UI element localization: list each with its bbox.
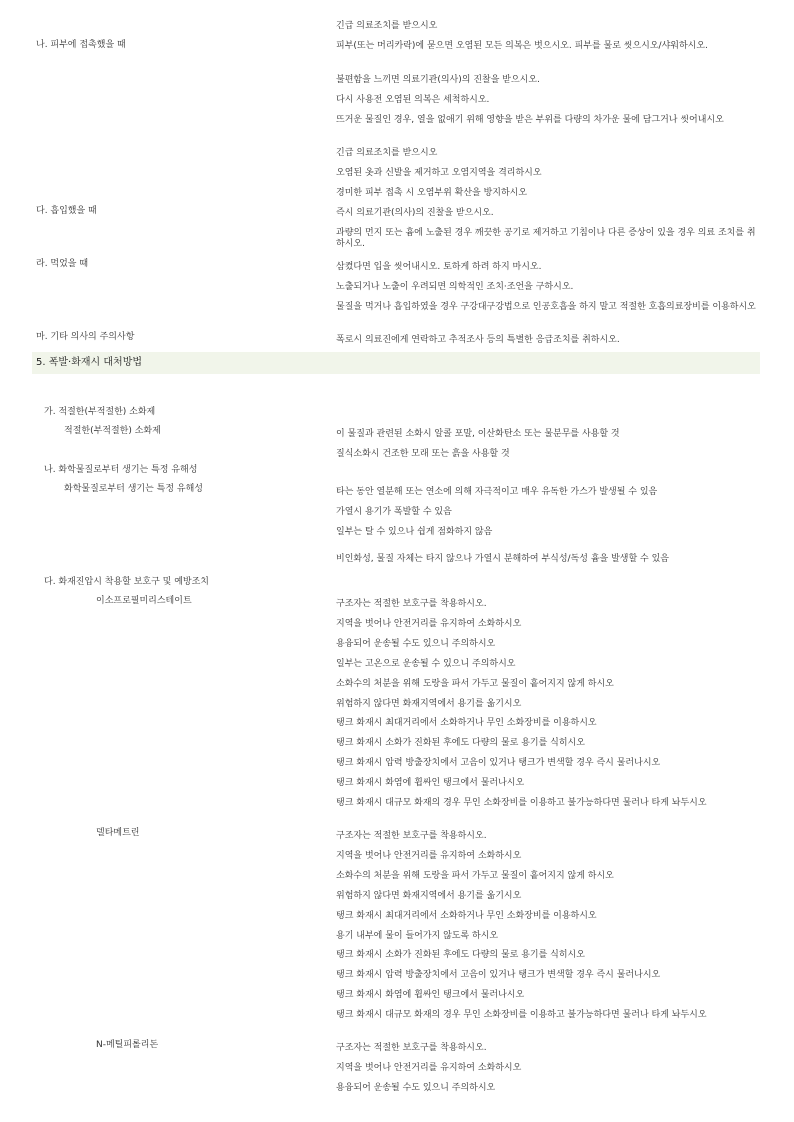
precaution-item: 탱크 화재시 소화가 진화된 후에도 다량의 물로 용기를 식히시오 <box>336 738 585 748</box>
precaution-item: 용기 내부에 물이 들어가지 않도록 하시오 <box>336 931 499 941</box>
first-aid-text: 피부(또는 머리카락)에 묻으면 오염된 모든 의복은 벗으시오. 피부를 물로 씻으시오/샤워하시오. <box>336 41 708 51</box>
first-aid-label-ingestion: 라. 먹었을 때 <box>36 259 89 269</box>
precaution-item: 탱크 화재시 화염에 휩싸인 탱크에서 물러나시오 <box>336 990 525 1000</box>
section-title: 5. 폭발·화재시 대처방법 <box>36 357 143 368</box>
first-aid-text: 폭로시 의료진에게 연락하고 추적조사 등의 특별한 응급조치를 취하시오. <box>336 335 620 345</box>
precaution-item: 구조자는 적절한 보호구를 착용하시오. <box>336 599 487 609</box>
first-aid-text: 오염된 옷과 신발을 제거하고 오염지역을 격리하시오 <box>336 168 542 178</box>
hazard-item: 타는 동안 열분해 또는 연소에 의해 자극적이고 매우 유독한 가스가 발생될 수 있음 <box>336 487 658 497</box>
precaution-item: 소화수의 처분을 위해 도랑을 파서 가두고 물질이 흩어지지 않게 하시오 <box>336 871 614 881</box>
precaution-item: 용융되어 운송될 수도 있으니 주의하시오 <box>336 1083 496 1093</box>
first-aid-label-physician: 마. 기타 의사의 주의사항 <box>36 332 135 342</box>
precaution-item: 탱크 화재시 대규모 화재의 경우 무인 소화장비를 이용하고 불가능하다면 물러나 타게 놔두시오 <box>336 798 707 808</box>
precaution-item: 탱크 화재시 화염에 휩싸인 탱크에서 물러나시오 <box>336 778 525 788</box>
subsection-heading: 가. 적절한(부적절한) 소화제 <box>44 407 156 417</box>
first-aid-text: 뜨거운 물질인 경우, 열을 없애기 위해 영향을 받은 부위를 다량의 차가운 물에 담그거나 씻어내시오 <box>336 115 724 125</box>
subsection-sublabel: 화학물질로부터 생기는 특정 유해성 <box>64 484 203 494</box>
precaution-item: 지역을 벗어나 안전거리를 유지하여 소화하시오 <box>336 1063 522 1073</box>
hazard-item: 가열시 용기가 폭발할 수 있음 <box>336 507 452 517</box>
first-aid-text: 즉시 의료기관(의사)의 진찰을 받으시오. <box>336 208 494 218</box>
precaution-item: 탱크 화재시 소화가 진화된 후에도 다량의 물로 용기를 식히시오 <box>336 950 585 960</box>
hazard-item: 일부는 탈 수 있으나 쉽게 점화하지 않음 <box>336 527 493 537</box>
precaution-item: 탱크 화재시 최대거리에서 소화하거나 무인 소화장비를 이용하시오 <box>336 911 597 921</box>
extinguisher-item: 이 물질과 관련된 소화시 알콜 포말, 이산화탄소 또는 물분무를 사용할 것 <box>336 429 620 439</box>
section-header <box>32 352 760 374</box>
precaution-item: 지역을 벗어나 안전거리를 유지하여 소화하시오 <box>336 851 522 861</box>
first-aid-label-skin: 나. 피부에 접촉했을 때 <box>36 40 126 50</box>
precaution-item: 소화수의 처분을 위해 도랑을 파서 가두고 물질이 흩어지지 않게 하시오 <box>336 679 614 689</box>
first-aid-text: 다시 사용전 오염된 의복은 세척하시오. <box>336 95 490 105</box>
precaution-item: 지역을 벗어나 안전거리를 유지하여 소화하시오 <box>336 619 522 629</box>
substance-name: 이소프로필미리스테이트 <box>96 596 192 606</box>
precaution-item: 탱크 화재시 최대거리에서 소화하거나 무인 소화장비를 이용하시오 <box>336 718 597 728</box>
precaution-item: 구조자는 적절한 보호구를 착용하시오. <box>336 1043 487 1053</box>
first-aid-text: 긴급 의료조치를 받으시오 <box>336 148 438 158</box>
extinguisher-item: 질식소화시 건조한 모래 또는 흙을 사용할 것 <box>336 449 510 459</box>
first-aid-text: 과량의 먼지 또는 흄에 노출된 경우 깨끗한 공기로 제거하고 기침이나 다른 증상이 있을 경우 의료 조치를 취하시오. <box>336 228 756 249</box>
first-aid-text: 삼켰다면 입을 씻어내시오. 토하게 하려 하지 마시오. <box>336 262 542 272</box>
precaution-item: 탱크 화재시 압력 방출장치에서 고음이 있거나 탱크가 변색할 경우 즉시 물러나시오 <box>336 758 661 768</box>
precaution-item: 위험하지 않다면 화재지역에서 용기를 옮기시오 <box>336 699 522 709</box>
subsection-heading: 다. 화재진압시 착용할 보호구 및 예방조치 <box>44 577 209 587</box>
first-aid-text: 노출되거나 노출이 우려되면 의학적인 조치·조언을 구하시오. <box>336 282 574 292</box>
precaution-item: 구조자는 적절한 보호구를 착용하시오. <box>336 831 487 841</box>
precaution-item: 용융되어 운송될 수도 있으니 주의하시오 <box>336 639 496 649</box>
first-aid-text: 물질을 먹거나 흡입하였을 경우 구강대구강법으로 인공호흡을 하지 말고 적절한 호흡의료장비를 이용하시오 <box>336 302 756 312</box>
hazard-item: 비인화성, 물질 자체는 타지 않으나 가열시 분해하여 부식성/독성 흄을 발생할 수 있음 <box>336 554 669 564</box>
subsection-heading: 나. 화학물질로부터 생기는 특정 유해성 <box>44 465 198 475</box>
first-aid-text: 불편함을 느끼면 의료기관(의사)의 진찰을 받으시오. <box>336 75 540 85</box>
precaution-item: 탱크 화재시 압력 방출장치에서 고음이 있거나 탱크가 변색할 경우 즉시 물러나시오 <box>336 970 661 980</box>
substance-name: N-메틸피롤리돈 <box>96 1040 159 1050</box>
first-aid-label-inhalation: 다. 흡입했을 때 <box>36 206 97 216</box>
precaution-item: 일부는 고온으로 운송될 수 있으니 주의하시오 <box>336 659 516 669</box>
first-aid-text: 긴급 의료조치를 받으시오 <box>336 21 438 31</box>
first-aid-text: 경미한 피부 접촉 시 오염부위 확산을 방지하시오 <box>336 188 528 198</box>
substance-name: 델타메트린 <box>96 828 140 838</box>
precaution-item: 위험하지 않다면 화재지역에서 용기를 옮기시오 <box>336 891 522 901</box>
subsection-sublabel: 적절한(부적절한) 소화제 <box>64 426 161 436</box>
precaution-item: 탱크 화재시 대규모 화재의 경우 무인 소화장비를 이용하고 불가능하다면 물러나 타게 놔두시오 <box>336 1010 707 1020</box>
